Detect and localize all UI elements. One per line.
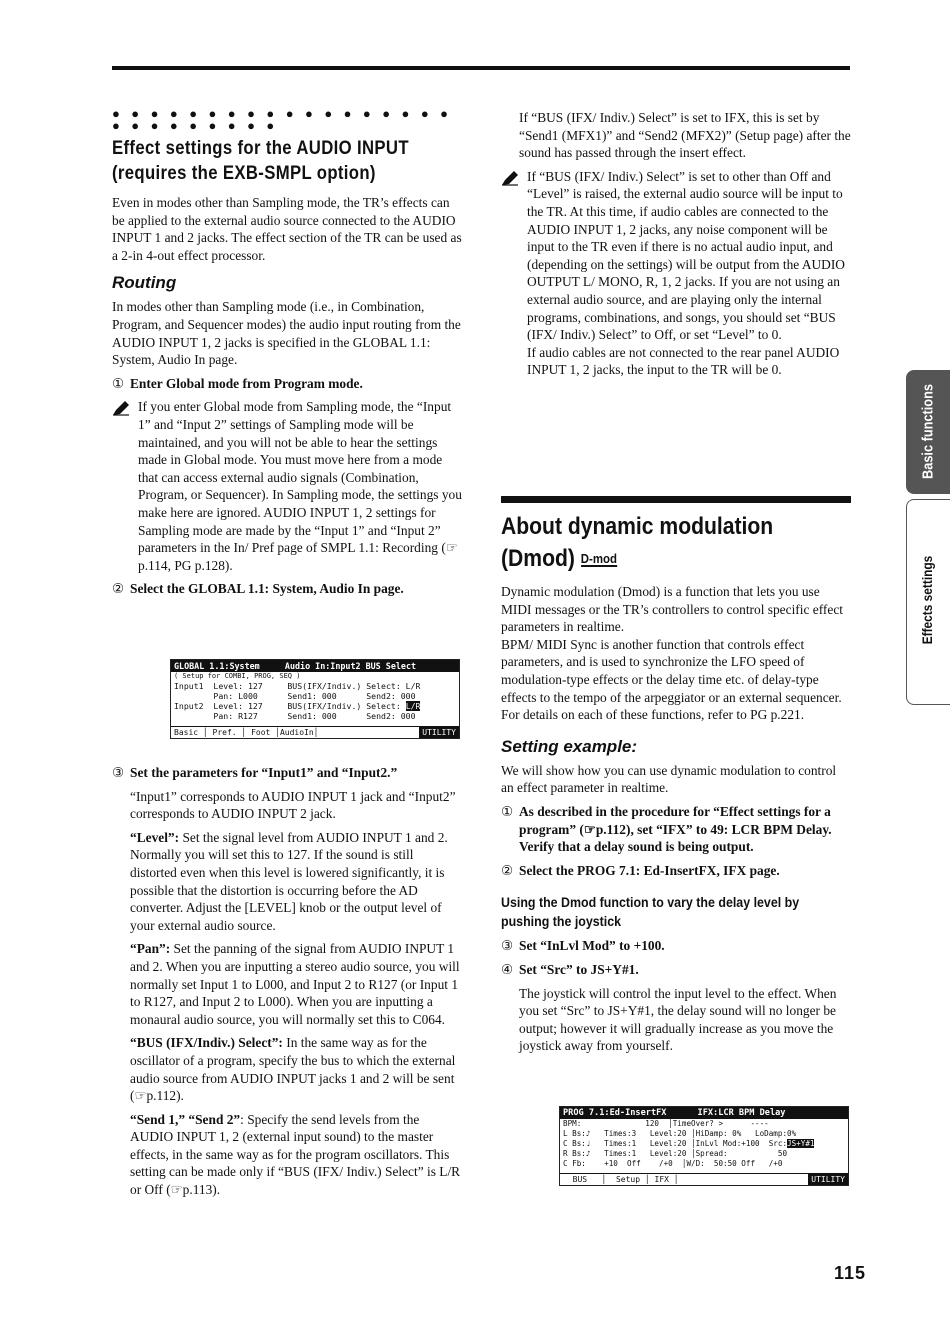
section-title-line1: Effect settings for the AUDIO INPUT xyxy=(112,138,409,159)
left-column xyxy=(112,108,462,604)
bpm-paragraph: BPM/ MIDI Sync is another function that controls effect parameters, and is used to synchronize the LFO speed of modulation-type effects or the delay time etc. of delay-type effects to the tempo of the arpeggiator or an external sequencer. xyxy=(501,636,842,705)
dmod-icon xyxy=(581,552,617,567)
lcd1-row: Pan: L000 Send1: 000 Send2: 000 xyxy=(174,691,416,701)
routing-heading: Routing xyxy=(112,273,177,293)
inputs-paragraph: “Input1” corresponds to AUDIO INPUT 1 jack and “Input2” corresponds to AUDIO INPUT 2 jack. xyxy=(130,788,456,822)
lcd1-title: GLOBAL 1.1:System Audio In:Input2 BUS Select xyxy=(171,660,459,672)
lcd1-tabs: Basic │ Pref. │ Foot │AudioIn│ xyxy=(171,726,459,738)
setting-example-text: We will show how you can use dynamic modulation to control an effect parameter in realtime. xyxy=(501,762,837,796)
step-1-number: ① xyxy=(112,375,125,391)
bus-text: In the same way as for the oscillator of a program, specify the bus to which the external audio source from AUDIO INPUT jacks 1 and 2 will be sent (☞p.112). xyxy=(130,1035,456,1104)
note-2-text: If “BUS (IFX/ Indiv.) Select” is set to other than Off and “Level” is raised, the external audio source will be input to the TR. At this time, if audio cables are connected to the AUDIO INPUT 1, 2 jacks, any noise component will be input to the TR even if there is no actual audio input, and (depending on the settings) will be output from the AUDIO OUTPUT L/ MONO, R, 1, 2 jacks. If you are not using an external audio source, and are playing only the internal programs, combinations, and songs, you should set “BUS (IFX/ Indiv.) Select” to Off, or set “Level” to 0. xyxy=(527,168,845,343)
note-2 xyxy=(501,168,851,379)
pan-label: “Pan”: xyxy=(130,941,171,957)
dmod-step-3 xyxy=(501,937,851,955)
section-title-line2: (requires the EXB-SMPL option) xyxy=(112,163,376,184)
dmod-step-4-number: ④ xyxy=(501,961,514,977)
pencil-note-icon xyxy=(112,400,130,421)
lcd2-row: L Bs:♪ Times:3 Level:20 │HiDamp: 0% LoDamp:0% xyxy=(563,1129,797,1138)
step-1 xyxy=(112,375,462,393)
lcd1-row xyxy=(171,701,459,711)
lcd1-row: ( Setup for COMBI, PROG, SEQ ) xyxy=(174,672,301,680)
bus-label: “BUS (IFX/Indiv.) Select”: xyxy=(130,1035,283,1051)
dmod-title-text: (Dmod) xyxy=(501,545,575,572)
lcd2-selected-value: JS+Y#1 xyxy=(787,1139,815,1148)
intro-paragraph: Even in modes other than Sampling mode, the TR’s effects can be applied to the external audio source connected to the AUDIO INPUT 1 and 2 jacks. The effect section of the TR can be used as a 2-in 4-out effect processor. xyxy=(112,195,462,263)
pencil-note-icon xyxy=(501,170,519,191)
dmod-step-4 xyxy=(501,961,851,979)
dmod-step-2-text: Select the PROG 7.1: Ed-InsertFX, IFX page. xyxy=(519,862,780,878)
note-1 xyxy=(112,398,462,574)
setting-example-heading: Setting example: xyxy=(501,736,638,756)
dmod-intro: Dynamic modulation (Dmod) is a function that lets you use MIDI messages or the TR’s controllers to control specific effect parameters in realtime. xyxy=(501,584,843,635)
dmod-title-line2 xyxy=(501,543,809,575)
lcd2-row: C Fb: +10 Off /+0 │W/D: 50:50 Off /+0 xyxy=(563,1159,783,1168)
send-label: “Send 1,” “Send 2” xyxy=(130,1111,241,1127)
lcd1-row: Pan: R127 Send1: 000 Send2: 000 xyxy=(174,711,416,721)
lcd2-row xyxy=(560,1139,848,1149)
dmod-step-2 xyxy=(501,862,851,880)
joystick-paragraph: The joystick will control the input level to the effect. When you set “Src” to JS+Y#1, the delay sound will no longer be output; however it will gradually increase as you move the joystick away from yourself. xyxy=(519,985,837,1054)
step-1-text: Enter Global mode from Program mode. xyxy=(130,375,363,391)
step-3 xyxy=(112,764,462,782)
bus-ifx-paragraph-wrap xyxy=(501,109,851,162)
page-number: 115 xyxy=(834,1263,867,1283)
dmod-step-3-text: Set “InLvl Mod” to +100. xyxy=(519,938,665,954)
routing-paragraph: In modes other than Sampling mode (i.e., in Combination, Program, and Sequencer modes) the audio input routing from the AUDIO INPUT 1, 2 jacks is specified in the GLOBAL 1.1: System, Audio In page. xyxy=(112,299,461,368)
global-audio-in-lcd xyxy=(170,659,460,739)
lcd1-row4-label: Input2 Level: 127 BUS(IFX/Indiv.) Select: xyxy=(174,701,406,711)
step-2-text: Select the GLOBAL 1.1: System, Audio In page. xyxy=(130,581,404,597)
prog-insertfx-lcd xyxy=(559,1106,849,1186)
dmod-icon-label: D-mod xyxy=(580,551,618,567)
lcd2-row: R Bs:♪ Times:1 Level:20 │Spread: 50 xyxy=(563,1149,788,1158)
bus-paragraph xyxy=(130,1034,462,1104)
details-paragraph: For details on each of these functions, refer to PG p.221. xyxy=(501,707,805,723)
joystick-paragraph-wrap xyxy=(501,985,851,1055)
step-3-number: ③ xyxy=(112,765,125,780)
dmod-subheading-line2: pushing the joystick xyxy=(501,914,622,930)
side-tab-effects-settings-label: Effects settings xyxy=(919,555,935,645)
lcd2-row3-label: C Bs:♩ Times:1 Level:20 │InLvl Mod:+100 Src: xyxy=(563,1139,788,1148)
dmod-step-1-text: As described in the procedure for “Effect settings for a program” (☞p.112), set “IFX” to 49: LCR BPM Delay. Verify that a delay sound is being output. xyxy=(519,803,832,855)
right-column xyxy=(501,109,851,385)
step-2-number: ② xyxy=(112,581,125,597)
level-paragraph xyxy=(130,829,462,935)
dmod-step-2-number: ② xyxy=(501,862,514,878)
lcd2-tabs: BUS │ Setup │ IFX │ xyxy=(560,1173,848,1185)
lcd2-title: PROG 7.1:Ed-InsertFX IFX:LCR BPM Delay xyxy=(560,1107,848,1119)
dmod-section xyxy=(501,496,851,1061)
level-text: Set the signal level from AUDIO INPUT 1 and 2. Normally you will set this to 127. If the sound is still distorted even when this level is lowered significantly, it is possible that the distortion is occurring before the AD converter. Adjust the [LEVEL] knob or the output level of your external audio source. xyxy=(130,829,448,933)
step-2 xyxy=(112,580,462,598)
send-paragraph xyxy=(130,1111,462,1199)
step-3-text: Set the parameters for “Input1” and “Input2.” xyxy=(130,765,398,780)
level-label: “Level”: xyxy=(130,829,180,845)
side-tab-effects-settings xyxy=(906,499,950,705)
dmod-step-4-text: Set “Src” to JS+Y#1. xyxy=(519,961,639,977)
dmod-step-1 xyxy=(501,803,851,856)
pan-paragraph xyxy=(130,940,462,1028)
dmod-step-1-number: ① xyxy=(501,803,514,819)
bus-ifx-paragraph: If “BUS (IFX/ Indiv.) Select” is set to IFX, this is set by “Send1 (MFX1)” and “Send2 (MFX2)” (Setup page) after the sound has passed through the insert effect. xyxy=(519,110,851,161)
dmod-subheading-line1: Using the Dmod function to vary the delay level by xyxy=(501,895,800,911)
note-2-text-b: If audio cables are not connected to the rear panel AUDIO INPUT 1, 2 jacks, the input to the TR will be 0. xyxy=(527,344,840,378)
top-rule xyxy=(112,66,850,70)
pan-text: Set the panning of the signal from AUDIO INPUT 1 and 2. When you are inputting a stereo audio source, you will normally set Input 1 to L000, and Input 2 to R127 (or Input 1 to R127, and Input 2 to L000). When you are inputting a monaural audio source, you will normally set this to C064. xyxy=(130,941,460,1027)
step-3-body xyxy=(112,788,462,1199)
lcd1-selected-value: L/R xyxy=(405,701,421,711)
side-tab-basic-functions-label: Basic functions xyxy=(919,384,937,479)
send-text: : Specify the send levels from the AUDIO INPUT 1, 2 (external input sound) to the master effects, in the same way as for the program oscillators. This setting can be made only if “BUS (IFX/ Indiv.) Select” is L/R or Off (☞p.113). xyxy=(130,1111,461,1198)
lcd1-utility: UTILITY xyxy=(419,727,459,738)
lcd1-row: Input1 Level: 127 BUS(IFX/Indiv.) Select: L/R xyxy=(174,681,421,691)
side-tab-basic-functions xyxy=(906,370,950,494)
dmod-step-3-number: ③ xyxy=(501,938,514,954)
lcd2-row: BPM: 120 │TimeOver? > ---- xyxy=(563,1119,769,1128)
note-1-text: If you enter Global mode from Sampling mode, the “Input 1” and “Input 2” settings of Sampling mode will be maintained, and you will not be able to hear the settings made in Global mode. You must move here from a mode that can access external audio signals (Combination, Program, or Sequencer). In Sampling mode, the settings you make here are ignored. AUDIO INPUT 1, 2 settings for Sampling mode are made by the “Input 1” and “Input 2” parameters in the In/ Pref page of SMPL 1.1: Recording (☞p.114, PG p.128). xyxy=(138,399,462,573)
left-column-lower xyxy=(112,760,462,1205)
lcd2-utility: UTILITY xyxy=(808,1174,848,1185)
dmod-title-line1: About dynamic modulation xyxy=(501,513,774,540)
section-rule xyxy=(501,496,851,503)
dot-rule: ● ● ● ● ● ● ● ● ● ● ● ● ● ● ● ● ● ● ● ● ● ● ● ● ● ● ● xyxy=(112,106,453,133)
